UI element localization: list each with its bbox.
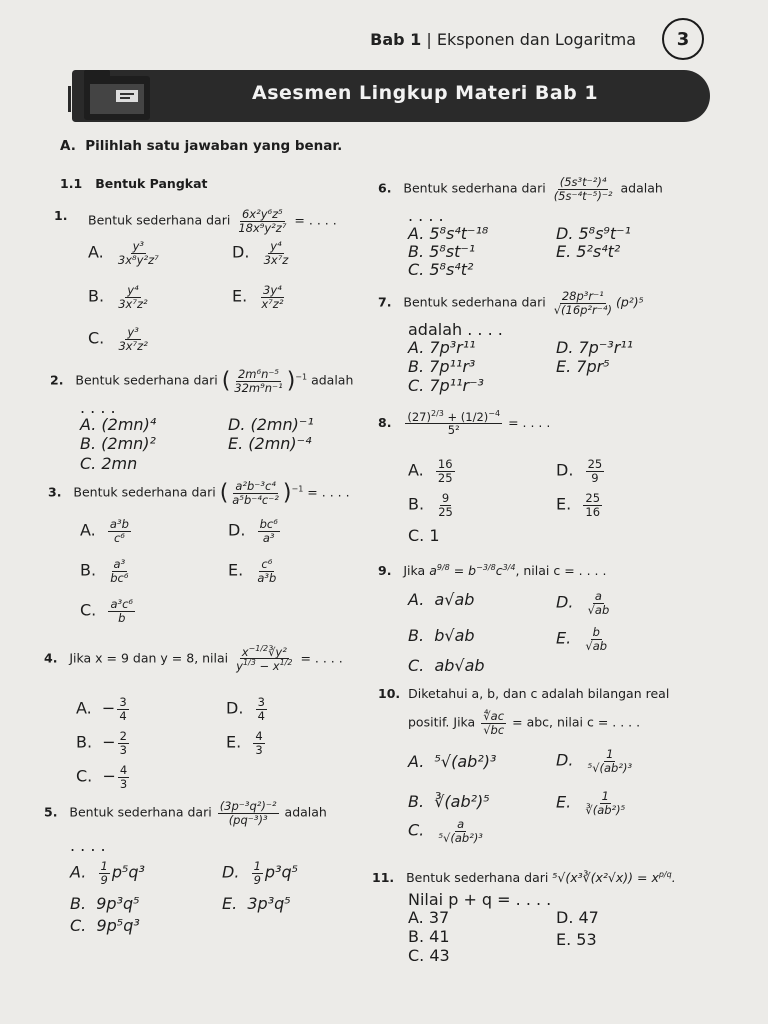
option-label: B. — [70, 894, 87, 913]
q10-line2 — [408, 710, 640, 736]
q6-option-a[interactable]: A. 5⁸s⁴t⁻¹⁸ — [408, 224, 489, 243]
q2-option-a[interactable]: A. (2mn)⁴ — [80, 415, 157, 434]
option-label: D. — [556, 460, 574, 480]
q7-option-b[interactable]: B. 7p¹¹r³ — [408, 357, 476, 376]
q2-option-b[interactable]: B. (2mn)² — [80, 434, 156, 453]
question-4 — [44, 645, 343, 673]
q9-option-d[interactable] — [556, 590, 613, 616]
page-number: 3 — [662, 18, 704, 60]
option-math: $\frac{\text{c⁶}}{\text{a³b}}$ — [257, 557, 277, 585]
option-label: B. — [76, 732, 93, 752]
q9-option-b[interactable]: B. b√ab — [408, 626, 475, 645]
q8-option-a[interactable] — [408, 458, 457, 484]
q2-option-d[interactable]: D. (2mn)⁻¹ — [228, 415, 314, 434]
option-label: C. — [76, 766, 93, 786]
question-number: 3. — [48, 484, 62, 500]
option-label: D. — [226, 698, 244, 718]
question-10 — [378, 686, 669, 701]
option-label: A. — [408, 590, 425, 609]
option-label: A. — [80, 520, 96, 540]
option-math: $\frac{3}{4}$ — [257, 695, 265, 723]
option-label: D. — [556, 592, 574, 612]
q11-option-b[interactable]: B. 41 — [408, 927, 450, 946]
option-label: C. — [70, 916, 87, 935]
question-number: 9. — [378, 563, 392, 579]
expression: $\frac{x^{-1/2}∛y^2}{y^{1/3} - x^{1/2}}$ — [236, 644, 293, 674]
q5-option-e[interactable]: E. 3p³q⁵ — [222, 894, 291, 913]
q1-option-b[interactable] — [88, 284, 152, 310]
option-label: B. — [80, 560, 97, 580]
option-math: $\frac{a}{√ab}$ — [587, 589, 610, 617]
option-math: $\frac{\text{a³c⁶}}{b}$ — [110, 597, 134, 625]
q10-option-a[interactable]: A. ⁵√(ab²)³ — [408, 752, 497, 771]
option-math: $\frac{\text{y⁴}}{\text{3x⁷z}}$ — [263, 239, 289, 267]
question-text: Bentuk sederhana dari — [403, 294, 546, 310]
expression: $\frac{\text{28p³r⁻¹}}{\text{√(16p²r⁻⁴)}}$ — [553, 289, 612, 317]
question-2: 2. Bentuk sederhana dari ( $\frac{\text{2m⁶n⁻⁵}}{\text{32m⁹n⁻¹}}$ )$^{-1}$ adalah — [50, 367, 354, 395]
q1-option-d[interactable] — [232, 240, 292, 266]
q3-option-a[interactable] — [80, 518, 133, 544]
question-11 — [372, 870, 676, 885]
folder-icon — [82, 62, 152, 122]
option-math: $\frac{16}{25}$ — [437, 457, 453, 485]
q8-option-e[interactable] — [556, 492, 604, 518]
option-label: B. — [408, 626, 425, 645]
q10-option-d[interactable] — [556, 748, 636, 774]
expression: $\frac{(27)^{2/3} + (1/2)^{-4}}{\text{5²}}$ — [407, 409, 501, 438]
option-label: B. — [408, 792, 425, 811]
question-text: Bentuk sederhana dari — [69, 804, 212, 820]
q6-option-c[interactable]: C. 5⁸s⁴t² — [408, 260, 474, 279]
option-math: $\frac{1}{\text{∛(ab²)⁵}}$ — [585, 789, 626, 817]
option-label: A. — [88, 242, 104, 262]
q11-option-d[interactable]: D. 47 — [556, 908, 599, 927]
option-math: $\frac{1}{9}$ — [253, 859, 261, 887]
question-suffix: adalah — [620, 180, 663, 196]
q2-option-e[interactable]: E. (2mn)⁻⁴ — [228, 434, 312, 453]
question-number: 4. — [44, 650, 58, 666]
q7-option-d[interactable]: D. 7p⁻³r¹¹ — [556, 338, 634, 357]
q4-option-e[interactable] — [226, 730, 267, 756]
question-suffix: , nilai c = . . . . — [515, 563, 607, 579]
q11-option-c[interactable]: C. 43 — [408, 946, 450, 965]
option-math: $\frac{\text{a³b}}{\text{c⁶}}$ — [109, 517, 129, 545]
section-heading: A. Pilihlah satu jawaban yang benar. — [60, 138, 343, 154]
question-number: 1. — [54, 208, 68, 223]
question-suffix: = . . . . — [294, 212, 337, 228]
q8-option-d[interactable] — [556, 458, 606, 484]
q9-option-e[interactable] — [556, 626, 611, 652]
q11-option-e[interactable]: E. 53 — [556, 930, 597, 949]
option-math: $\frac{1}{9}$ — [100, 859, 108, 887]
question-7: 7. Bentuk sederhana dari $\frac{\text{28p³r⁻¹}}{\text{√(16p²r⁻⁴)}}$ (p²)⁵ — [378, 289, 644, 317]
q5-option-b[interactable]: B. 9p³q⁵ — [70, 894, 140, 913]
q1-option-a[interactable] — [88, 240, 163, 266]
q9-option-c[interactable]: C. ab√ab — [408, 656, 485, 675]
question-suffix: adalah — [284, 804, 327, 820]
option-math: $\frac{3}{4}$ — [119, 695, 127, 723]
option-label: C. — [88, 328, 105, 348]
question-text: Bentuk sederhana dari — [403, 180, 546, 196]
q1-option-e[interactable] — [232, 284, 287, 310]
q4-option-a[interactable]: A. − $\frac{3}{4}$ — [76, 695, 127, 723]
expression: $\frac{\text{2m⁶n⁻⁵}}{\text{32m⁹n⁻¹}}$ — [234, 367, 283, 395]
q6-option-b[interactable]: B. 5⁸st⁻¹ — [408, 242, 476, 261]
option-label: C. — [408, 820, 425, 840]
option-label: B. — [408, 494, 425, 514]
q7-option-a[interactable]: A. 7p³r¹¹ — [408, 338, 476, 357]
option-label: E. — [556, 792, 572, 812]
question-number: 6. — [378, 180, 392, 196]
q3-option-c[interactable] — [80, 598, 137, 624]
question-text: Bentuk sederhana dari — [406, 870, 549, 886]
q2-option-c[interactable]: C. 2mn — [80, 454, 138, 473]
q10-option-e[interactable] — [556, 790, 629, 816]
option-label: E. — [556, 494, 572, 514]
question-number: 5. — [44, 804, 58, 820]
expression: $\frac{\text{(5s³t⁻²)⁴}}{\text{(5s⁻⁴t⁻⁵)⁻²}}$ — [553, 175, 613, 203]
q10-option-c[interactable] — [408, 818, 487, 844]
question-text: positif. Jika — [408, 714, 476, 730]
question-suffix: = . . . . — [508, 415, 551, 431]
question-number: 8. — [378, 415, 392, 431]
expression: $\frac{\text{(3p⁻³q²)⁻²}}{\text{(pq⁻³)³}}$ — [219, 799, 277, 827]
option-label: A. — [408, 752, 425, 771]
q5-option-a[interactable]: A. $\frac{1}{9}$ p⁵q³ — [70, 859, 145, 887]
option-math: $\frac{25}{9}$ — [587, 457, 603, 485]
option-label: C. — [80, 600, 97, 620]
option-label: D. — [228, 520, 246, 540]
q7-line2: adalah . . . . — [408, 320, 503, 339]
question-number: 11. — [372, 870, 395, 886]
question-text: Jika — [403, 563, 426, 579]
question-8 — [378, 410, 550, 437]
expression: $\frac{\text{6x²y⁶z⁵}}{\text{18x⁹y²z⁷}}$ — [238, 207, 287, 235]
option-label: A. — [76, 698, 92, 718]
option-math: $\frac{\text{y³}}{\text{3x⁷z²}}$ — [118, 325, 148, 353]
question-text: Jika x = 9 dan y = 8, nilai — [69, 650, 229, 666]
q5-option-d[interactable]: D. $\frac{1}{9}$ p³q⁵ — [222, 859, 299, 887]
q11-line2: Nilai p + q = . . . . — [408, 890, 552, 909]
q5-dots: . . . . — [70, 836, 106, 855]
option-label: A. — [408, 460, 424, 480]
option-math: $\frac{4}{3}$ — [255, 729, 263, 757]
expression: $\frac{\text{a²b⁻³c⁴}}{\text{a⁵b⁻⁴c⁻²}}$ — [232, 479, 279, 507]
option-math: $\frac{1}{\text{⁵√(ab²)³}}$ — [587, 747, 633, 775]
option-math: $\frac{b}{√ab}$ — [585, 625, 608, 653]
question-number: 2. — [50, 372, 64, 388]
option-math: $\frac{4}{3}$ — [119, 763, 128, 791]
question-text: Diketahui a, b, dan c adalah bilangan real — [408, 686, 670, 701]
question-suffix: adalah — [311, 372, 354, 388]
question-suffix: = . . . . — [300, 650, 343, 666]
option-label: D. — [232, 242, 250, 262]
question-text: Bentuk sederhana dari — [88, 212, 231, 228]
option-label: E. — [232, 286, 248, 306]
question-text: Bentuk sederhana dari — [75, 372, 218, 388]
option-math: $\frac{25}{16}$ — [585, 491, 601, 519]
q8-option-b[interactable] — [408, 492, 457, 518]
option-label: D. — [222, 862, 240, 882]
q10-option-b[interactable]: B. ∛(ab²)⁵ — [408, 792, 490, 811]
option-label: B. — [88, 286, 105, 306]
question-6 — [378, 176, 663, 202]
q2-dots: . . . . — [80, 398, 116, 417]
q3-option-b[interactable] — [80, 558, 132, 584]
question-3: 3. Bentuk sederhana dari ( $\frac{\text{a²b⁻³c⁴}}{\text{a⁵b⁻⁴c⁻²}}$ )$^{-1}$ = . . . . — [48, 479, 350, 507]
q6-option-d[interactable]: D. 5⁸s⁹t⁻¹ — [556, 224, 631, 243]
option-label: E. — [556, 628, 572, 648]
question-5 — [44, 800, 327, 826]
expression: $\frac{∜ac}{√bc}$ — [483, 709, 505, 737]
option-label: E. — [228, 560, 244, 580]
question-suffix: = abc, nilai c = . . . . — [512, 714, 641, 730]
question-text: Bentuk sederhana dari — [73, 484, 216, 500]
banner-left-bar — [68, 86, 71, 112]
option-math: $\frac{\text{3y⁴}}{\text{x⁷z²}}$ — [261, 283, 284, 311]
option-label: D. — [556, 750, 574, 770]
question-number: 10. — [378, 686, 401, 701]
question-9 — [378, 563, 606, 578]
q4-option-b[interactable]: B. − $\frac{2}{3}$ — [76, 729, 127, 757]
question-number: 7. — [378, 294, 392, 310]
q7-option-e[interactable]: E. 7pr⁵ — [556, 357, 610, 376]
banner-title: Asesmen Lingkup Materi Bab 1 — [252, 82, 599, 104]
option-label: E. — [226, 732, 242, 752]
q4-option-c[interactable]: C. − $\frac{4}{3}$ — [76, 763, 128, 791]
option-label: A. — [70, 862, 87, 882]
q5-option-c[interactable]: C. 9p⁵q³ — [70, 916, 140, 935]
q11-option-a[interactable]: A. 37 — [408, 908, 450, 927]
q3-option-d[interactable] — [228, 518, 282, 544]
option-math: $\frac{\text{y⁴}}{\text{3x⁷z²}}$ — [118, 283, 148, 311]
q6-option-e[interactable]: E. 5²s⁴t² — [556, 242, 621, 261]
subsection-heading: 1.1 Bentuk Pangkat — [60, 176, 208, 191]
option-label: E. — [222, 894, 238, 913]
option-math: $\frac{\text{y³}}{\text{3x⁸y²z⁷}}$ — [117, 239, 159, 267]
q4-option-d[interactable] — [226, 696, 269, 722]
option-math: $\frac{\text{bc⁶}}{\text{a³}}$ — [259, 517, 278, 545]
running-header: Bab 1 | Eksponen dan Logaritma — [370, 29, 636, 49]
expression: ⁵√(x³∛(x²√x)) = $x^{p/q}$. — [552, 870, 676, 886]
option-math: $\frac{\text{a³}}{\text{bc⁶}}$ — [110, 557, 129, 585]
section-banner — [72, 70, 710, 122]
question-suffix: = . . . . — [307, 484, 350, 500]
q7-option-c[interactable]: C. 7p¹¹r⁻³ — [408, 376, 484, 395]
q8-option-c[interactable]: C. 1 — [408, 526, 440, 545]
option-label: C. — [408, 656, 425, 675]
option-math: $\frac{9}{25}$ — [438, 491, 453, 519]
option-math: $\frac{a}{\text{⁵√(ab²)³}}$ — [438, 817, 483, 845]
page-header — [370, 18, 704, 60]
q1-option-c[interactable] — [88, 326, 152, 352]
expression: $a^{9/8} = b^{-3/8}c^{3/4}$ — [429, 563, 516, 579]
option-math: $\frac{2}{3}$ — [119, 729, 127, 757]
q9-option-a[interactable]: A. a√ab — [408, 590, 475, 609]
q3-option-e[interactable] — [228, 558, 280, 584]
q6-dots: . . . . — [408, 206, 444, 225]
